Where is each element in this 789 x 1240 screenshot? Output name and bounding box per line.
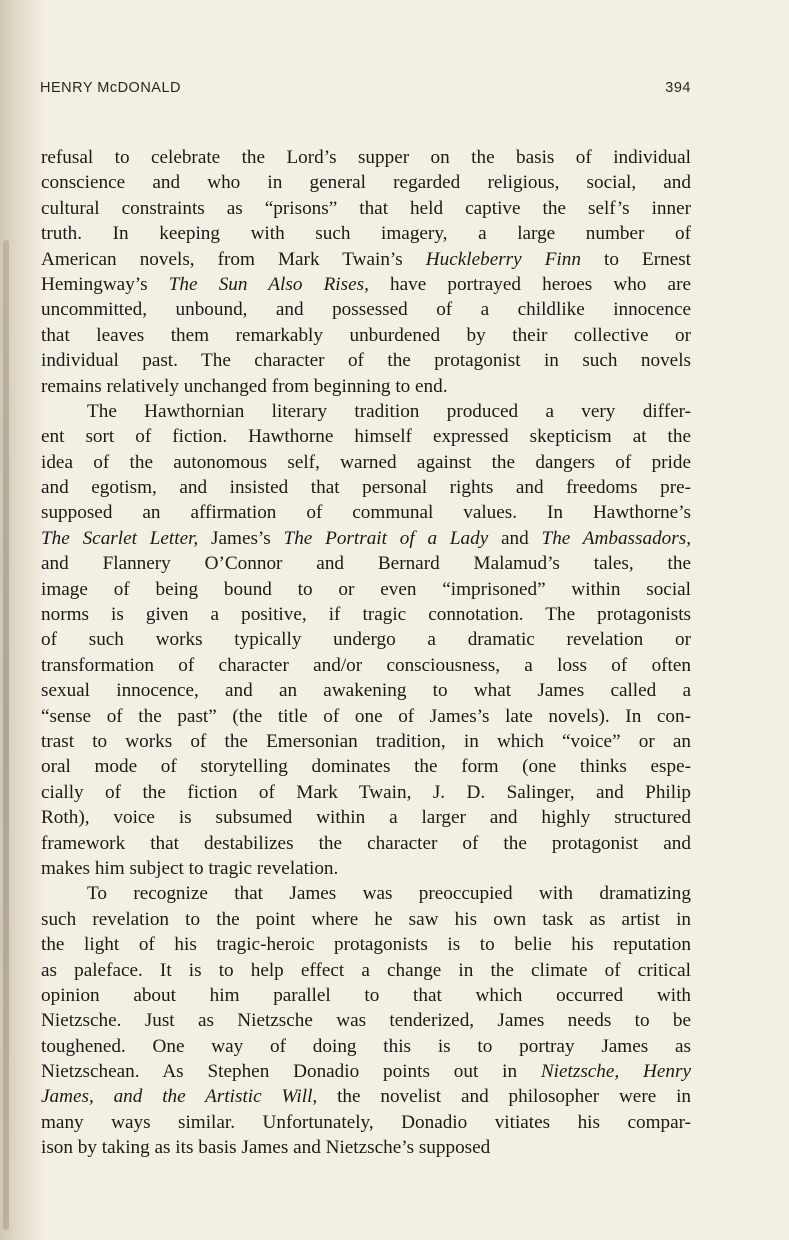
text-run: that leaves them remarkably unburdened by their collective or [41, 324, 691, 346]
binding-edge [3, 240, 9, 1230]
text-line [41, 907, 691, 932]
text-line [41, 551, 691, 576]
text-line [41, 780, 691, 805]
text-run: and [488, 527, 542, 549]
text-run: Nietzsche. Just as Nietzsche was tenderized, James needs to be [41, 1010, 691, 1032]
text-line [41, 170, 691, 195]
text-run: the novelist and philosopher were in [317, 1086, 691, 1108]
text-line [41, 145, 691, 170]
text-line [41, 500, 691, 525]
text-line [41, 475, 691, 500]
text-run: American novels, from Mark Twain’s [41, 248, 426, 270]
text-line [41, 1059, 691, 1084]
page-number: 394 [665, 80, 691, 96]
text-line [41, 856, 691, 881]
text-run: To recognize that James was preoccupied with dramatizing [87, 883, 691, 905]
text-line [41, 627, 691, 652]
text-run: oral mode of storytelling dominates the form (one thinks espe- [41, 756, 691, 778]
text-run: conscience and who in general regarded religious, social, and [41, 172, 691, 194]
text-run: transformation of character and/or consciousness, a loss of often [41, 654, 691, 676]
text-line [41, 526, 691, 551]
text-run: trast to works of the Emersonian tradition, in which “voice” or an [41, 730, 691, 752]
text-line [41, 450, 691, 475]
text-line [41, 577, 691, 602]
text-line [41, 272, 691, 297]
text-run: Roth), voice is subsumed within a larger and highly structured [41, 807, 691, 829]
text-run: makes him subject to tragic revelation. [41, 857, 339, 879]
text-line [41, 678, 691, 703]
text-run: have portrayed heroes who are [368, 273, 691, 295]
text-line [41, 805, 691, 830]
text-line [41, 196, 691, 221]
text-line [41, 881, 691, 906]
text-run: and Flannery O’Connor and Bernard Malamud’s tales, the [41, 553, 691, 575]
text-line [41, 704, 691, 729]
text-run: as paleface. It is to help effect a change in the climate of critical [41, 959, 691, 981]
text-run: sexual innocence, and an awakening to what James called a [41, 680, 691, 702]
text-run: refusal to celebrate the Lord’s supper on the basis of individual [41, 147, 691, 168]
text-run: cially of the fiction of Mark Twain, J. D. Salinger, and Philip [41, 781, 691, 803]
text-run: norms is given a positive, if tragic connotation. The protagonists [41, 604, 691, 626]
text-run: ison by taking as its basis James and Nietzsche’s supposed [41, 1137, 491, 1159]
text-run: to Ernest [580, 248, 691, 270]
text-run: The Hawthornian literary tradition produced a very differ- [87, 400, 691, 422]
text-line [41, 653, 691, 678]
italic-title: The Ambassadors, [541, 527, 691, 549]
text-run: Nietzschean. As Stephen Donadio points out in [41, 1061, 541, 1083]
text-line [41, 1110, 691, 1135]
text-run: framework that destabilizes the character of the protagonist and [41, 832, 691, 854]
text-line [41, 424, 691, 449]
text-line [41, 399, 691, 424]
text-run: and egotism, and insisted that personal rights and freedoms pre- [41, 477, 691, 499]
text-run: remains relatively unchanged from beginning to end. [41, 375, 448, 397]
text-line [41, 1135, 691, 1160]
running-head [40, 80, 691, 100]
text-run: uncommitted, unbound, and possessed of a childlike innocence [41, 299, 691, 321]
text-line [41, 297, 691, 322]
text-run: such revelation to the point where he saw his own task as artist in [41, 908, 691, 930]
text-run: opinion about him parallel to that which occurred with [41, 984, 691, 1006]
text-run: supposed an affirmation of communal values. In Hawthorne’s [41, 502, 691, 524]
italic-title: The Scarlet Letter, [41, 527, 199, 549]
text-line [41, 754, 691, 779]
text-line [41, 374, 691, 399]
page-binding-shadow [0, 0, 46, 1240]
italic-title: Nietzsche, Henry [540, 1061, 691, 1083]
text-line [41, 602, 691, 627]
text-run: the light of his tragic-heroic protagonists is to belie his reputation [41, 934, 691, 956]
text-run: “sense of the past” (the title of one of James’s late novels). In con- [41, 705, 691, 727]
text-run: many ways similar. Unfortunately, Donadio vitiates his compar- [41, 1111, 691, 1133]
text-run: individual past. The character of the protagonist in such novels [41, 350, 691, 372]
text-line [41, 983, 691, 1008]
text-run: ent sort of fiction. Hawthorne himself expressed skepticism at the [41, 426, 691, 448]
italic-title: The Sun Also Rises, [168, 273, 369, 295]
text-run: James’s [198, 527, 284, 549]
text-line [41, 932, 691, 957]
italic-title: The Portrait of a Lady [283, 527, 489, 549]
text-line [41, 1084, 691, 1109]
body-text [41, 145, 691, 1161]
text-line [41, 323, 691, 348]
text-line [41, 729, 691, 754]
text-run: image of being bound to or even “imprisoned” within social [41, 578, 691, 600]
text-run: truth. In keeping with such imagery, a large number of [41, 223, 691, 245]
text-line [41, 221, 691, 246]
text-run: idea of the autonomous self, warned against the dangers of pride [41, 451, 691, 473]
text-line [41, 348, 691, 373]
text-run: of such works typically undergo a dramatic revelation or [41, 629, 691, 651]
text-run: Hemingway’s [41, 273, 169, 295]
italic-title: Huckleberry Finn [425, 248, 581, 270]
text-run: cultural constraints as “prisons” that held captive the self’s inner [41, 197, 691, 219]
running-head-author: HENRY McDONALD [40, 80, 182, 96]
italic-title: James, and the Artistic Will, [41, 1086, 318, 1108]
text-line [41, 247, 691, 272]
text-line [41, 1034, 691, 1059]
text-line [41, 831, 691, 856]
text-line [41, 1008, 691, 1033]
text-run: toughened. One way of doing this is to portray James as [41, 1035, 691, 1057]
text-line [41, 958, 691, 983]
